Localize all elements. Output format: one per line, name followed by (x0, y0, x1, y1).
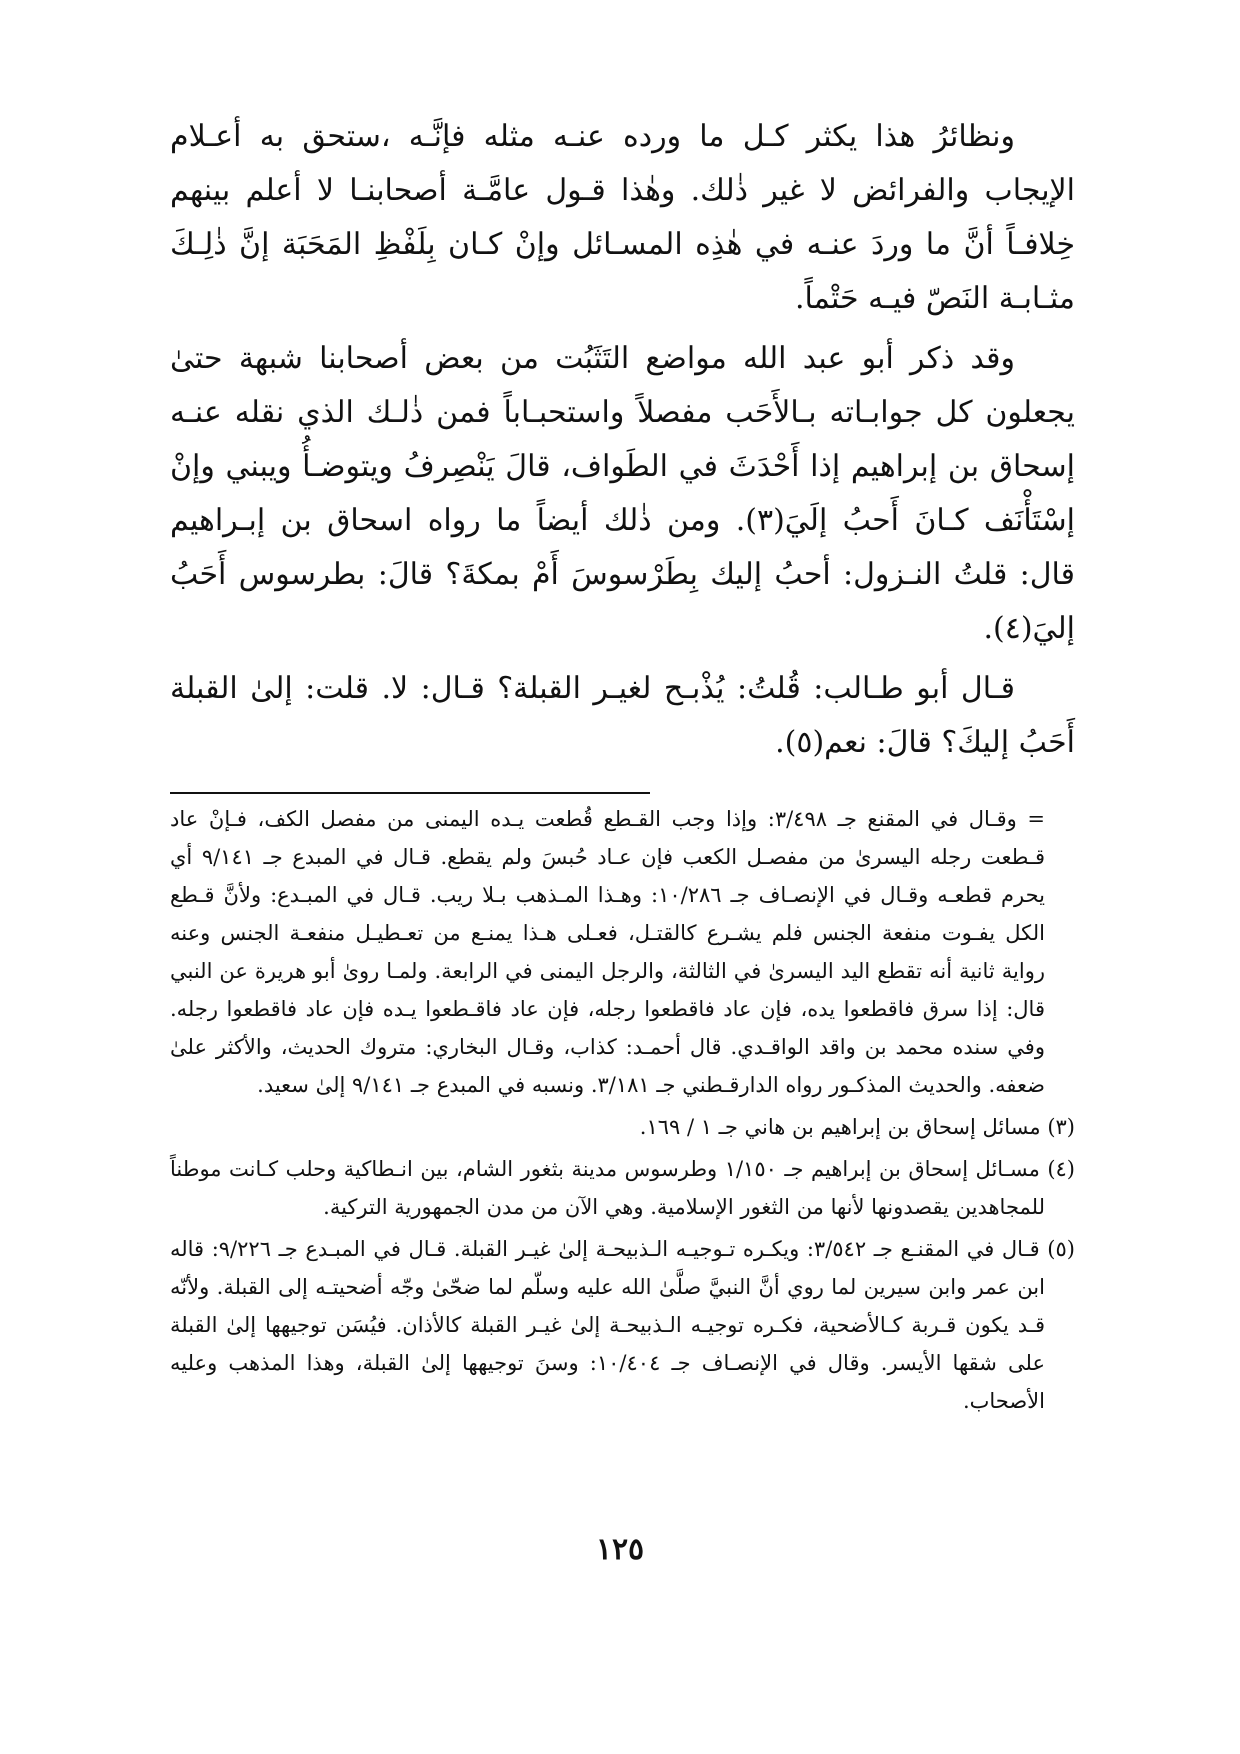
paragraph-2: وقد ذكر أبو عبد الله مواضع التَثَبُت من بعض أصحابنا شبهة حتىٰ يجعلون كل جوابـاته بـالأَحَب مفصلاً واستحبـاباً فمن ذٰلـك الذي نقله عنـه إسحاق بن إبراهيم إذا أَحْدَثَ في الطَواف، قالَ يَنْصِرفُ ويتوضـأُ ويبني وإنْ إسْتَأْنَف كـانَ أَحبُ إلَيَ(٣). ومن ذٰلك أيضاً ما رواه اسحاق بن إبـراهيم قال: قلتُ النـزول: أحبُ إليك بِطَرْسوسَ أَمْ بمكةَ؟ قالَ: بطرسوس أَحَبُ إليَ(٤). (170, 341, 1075, 646)
footnote-separator-wrap (170, 770, 1075, 800)
book-page (170, 110, 1075, 1710)
footnote-5: (٥) قـال في المقنـع جـ ٣/٥٤٢: ويكـره تـوجيـه الـذبيحـة إلىٰ غيـر القبلة. قـال في المبـدع جـ ٩/٢٢٦: قاله ابن عمر وابن سيرين لما روي أنَّ النبيَّ صلَّىٰ الله عليه وسلّم لما ضحّىٰ وجّه أضحيتـه إلى القبلة. ولأنّه قـد يكون قـربة كـالأضحية، فكـره توجيـه الـذبيحـة إلىٰ غيـر القبلة كالأذان. فيُسَن توجيهها إلىٰ القبلة على شقها الأيسر. وقال في الإنصـاف جـ ١٠/٤٠٤: وسنَ توجيهها إلىٰ القبلة، وهذا المذهب وعليه الأصحاب. (170, 1237, 1075, 1413)
footnote-continuation: = وقـال في المقنع جـ ٣/٤٩٨: وإذا وجب القـطع قُطعت يـده اليمنى من مفصل الكف، فـإنْ عاد قـطعت رجله اليسرىٰ من مفصـل الكعب فإن عـاد حُبسَ ولم يقطع. قـال في المبدع جـ ٩/١٤١ أي يحرم قطعـه وقـال في الإنصـاف جـ ١٠/٢٨٦: وهـذا المـذهب بـلا ريب. قـال في المبـدع: ولأنَّ قـطع الكل يفـوت منفعة الجنس فلم يشـرع كالقتـل، فعـلى هـذا يمنـع من تعـطيـل منفعـة الجنس وعنه رواية ثانية أنه تقطع اليد اليسرىٰ في الثالثة، والرجل اليمنى في الرابعة. ولمـا روىٰ أبو هريرة عن النبي قال: إذا سرق فاقطعوا يده، فإن عاد فاقطعوا رجله، فإن عاد فاقـطعوا يـده فإن عاد فاقطعوا رجله. وفي سنده محمد بن واقد الواقـدي. قال أحمـد: كذاب، وقـال البخاري: متروك الحديث، والأكثر علىٰ ضعفه. والحديث المذكـور رواه الدارقـطني جـ ٣/١٨١. ونسبه في المبدع جـ ٩/١٤١ إلىٰ سعيد. (170, 807, 1045, 1097)
footnote-4: (٤) مسـائل إسحاق بن إبراهيم جـ ١/١٥٠ وطرسوس مدينة بثغور الشام، بين انـطاكية وحلب كـانت موطناً للمجاهدين يقصدونها لأنها من الثغور الإسلامية. وهي الآن من مدن الجمهورية التركية. (170, 1157, 1075, 1219)
footnotes (170, 800, 1075, 1420)
page-number: ١٢٥ (595, 1532, 645, 1567)
footnote-separator (170, 792, 650, 794)
main-text (170, 110, 1075, 770)
footnote-3: (٣) مسائل إسحاق بن إبراهيم بن هاني جـ ١ / ١٦٩. (639, 1115, 1075, 1139)
paragraph-1: ونظائرُ هذا يكثر كـل ما ورده عنـه مثله فإنَّـه ،ستحق به أعـلام الإيجاب والفرائض لا غير ذٰلك. وهٰذا قـول عامَّـة أصحابنـا لا أعلم بينهم خِلافـاً أنَّ ما وردَ عنـه في هٰذِه المسـائل وإنْ كـان بِلَفْظِ المَحَبَة إنَّ ذٰلِـكَ مثـابـة النَصّ فيـه حَتْماً. (170, 119, 1075, 316)
paragraph-3: قـال أبو طـالب: قُلتُ: يُذْبـح لغيـر القبلة؟ قـال: لا. قلت: إلىٰ القبلة أَحَبُ إليكَ؟ قالَ: نعم(٥). (170, 671, 1075, 760)
